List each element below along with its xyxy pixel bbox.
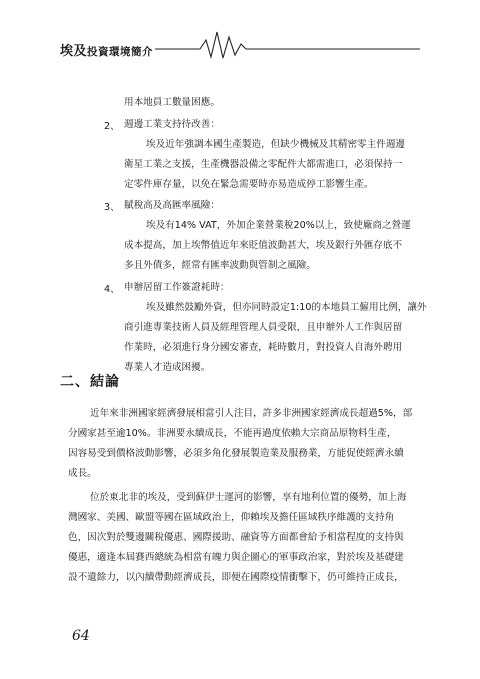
paragraph-line: 灣國家、美國、歐盟等國在區域政治上，仰賴埃及擔任區域秩序維護的支持角	[68, 512, 395, 523]
text-line: 用本地員工數量困應。	[124, 97, 220, 108]
heartbeat-line-decoration	[60, 22, 420, 62]
text-line: 多且外債多，經常有匯率波動與管制之風險。	[124, 260, 316, 271]
text-line: 定零件庫存量，以免在緊急需要時亦易造成停工影響生產。	[124, 179, 374, 190]
header-title-country: 埃及	[60, 44, 88, 59]
running-header	[60, 22, 420, 62]
item-number: 4、	[104, 284, 120, 295]
page-number: 64	[72, 628, 90, 644]
item-heading: 申辦居留工作簽證耗時：	[124, 282, 230, 293]
paragraph-line: 優惠，適逢本屆賽西總統為相當有魄力與企圖心的軍事政治家，對於埃及基礎建	[68, 552, 404, 563]
paragraph-line: 因容易受到價格波動影響，必須多角化發展製造業及服務業，方能促使經濟永續	[68, 448, 404, 459]
item-heading: 賦稅高及高匯率風險：	[124, 200, 220, 211]
text-line: 埃及雖然鼓勵外資，但亦同時設定1:10的本地員工僱用比例，讓外	[146, 302, 427, 313]
text-line: 埃及有14% VAT，外加企業營業稅20%以上，致使廠商之營運	[146, 220, 411, 231]
header-title-sub: 投資環境簡介	[87, 46, 154, 58]
paragraph-line: 色，因次對於雙邊關稅優惠、國際援助、融資等方面都會給予相當程度的支持與	[68, 532, 404, 543]
text-line: 埃及近年強調本國生產製造，但缺少機械及其精密零主件週邊	[146, 139, 406, 150]
paragraph-line: 成長。	[68, 468, 97, 479]
paragraph-line: 分國家甚至逾10%。非洲要永續成長，不能再過度依賴大宗商品原物料生產，	[68, 428, 397, 439]
item-number: 3、	[104, 202, 120, 213]
paragraph-line: 位於東北非的埃及，受到蘇伊士運河的影響，享有地利位置的優勢，加上海	[90, 492, 407, 503]
paragraph-line: 設不遺餘力，以內續帶動經濟成長，即便在國際疫情衝擊下，仍可維持正成長，	[68, 572, 404, 583]
text-line: 成本提高，加上埃幣值近年來貶值波動甚大，埃及銀行外匯存底不	[124, 240, 403, 251]
text-line: 衛星工業之支援，生產機器設備之零配件大都需進口，必須保持一	[124, 159, 403, 170]
text-line: 專業人才造成困擾。	[124, 362, 211, 373]
paragraph-line: 近年來非洲國家經濟發展相當引人注目，許多非洲國家經濟成長超過5%，部	[90, 408, 413, 419]
section-heading: 二、結論	[60, 374, 120, 390]
text-line: 商引進專業技術人員及經理管理人員受限，且申辦外人工作與居留	[124, 322, 403, 333]
text-line: 作業時，必須進行身分國安審查，耗時數月，對投資人自海外聘用	[124, 342, 403, 353]
item-number: 2、	[104, 121, 120, 132]
item-heading: 週邊工業支持待改善：	[124, 119, 220, 130]
